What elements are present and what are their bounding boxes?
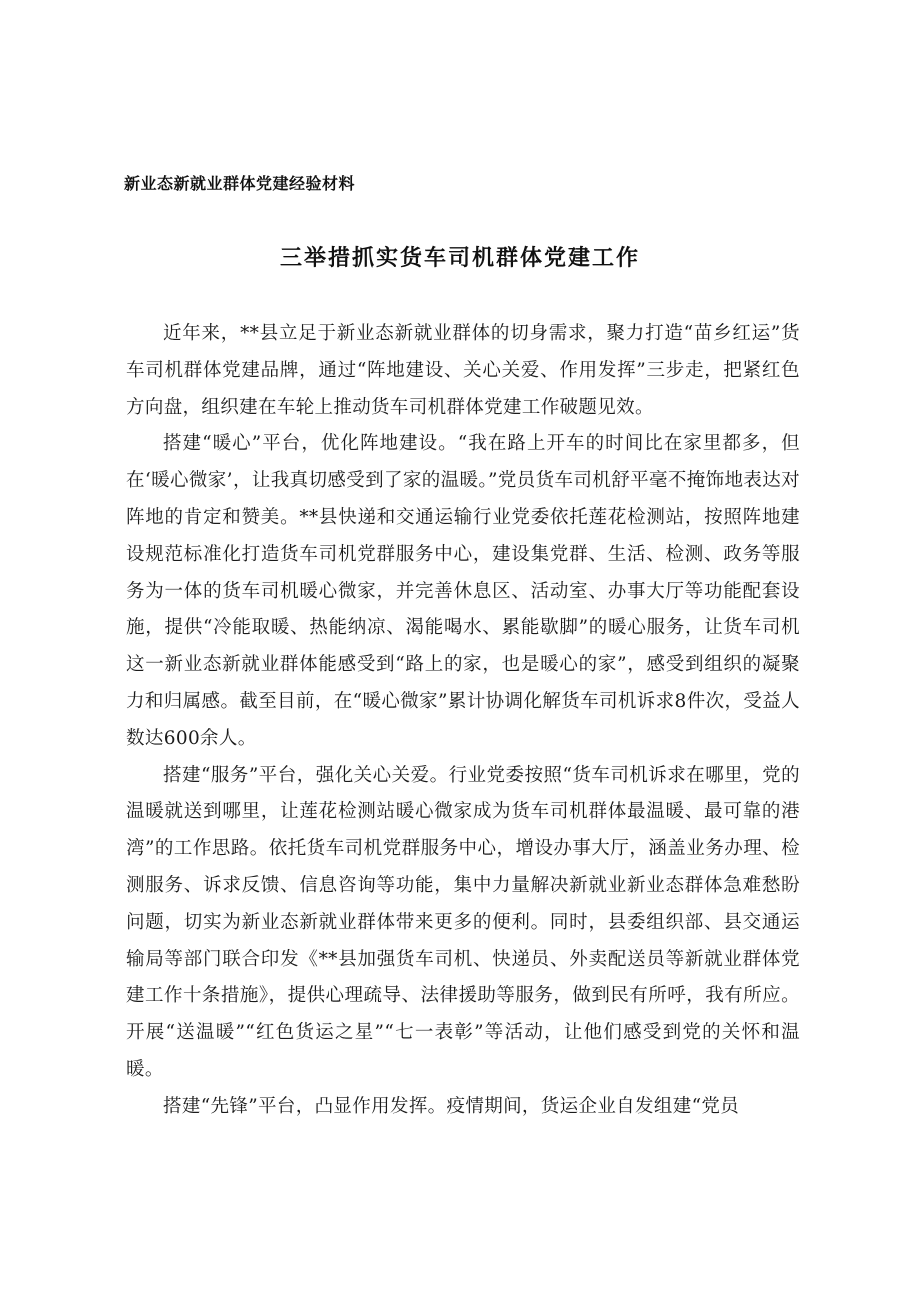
document-category-label: 新业态新就业群体党建经验材料: [124, 174, 356, 193]
document-title: 三举措抓实货车司机群体党建工作: [279, 246, 640, 271]
document-body: [126, 316, 800, 1126]
paragraph-service-platform: 搭建“服务”平台，强化关心关爱。行业党委按照“货车司机诉求在哪里，党的温暖就送到哪里，让莲花检测站暖心微家成为货车司机群体最温暖、最可靠的港湾”的工作思路。依托货车司机党群服务中心，增设办事大厅，涵盖业务办理、检测服务、诉求反馈、信息咨询等功能，集中力量解决新就业新业态群体急难愁盼问题，切实为新业态新就业群体带来更多的便利。同时，县委组织部、县交通运输局等部门联合印发《**县加强货车司机、快递员、外卖配送员等新就业群体党建工作十条措施》，提供心理疏导、法律援助等服务，做到民有所呼，我有所应。开展“送温暖”“红色货运之星”“七一表彰”等活动，让他们感受到党的关怀和温暖。: [126, 764, 800, 1080]
paragraph-warm-heart-platform: 搭建“暖心”平台，优化阵地建设。“我在路上开车的时间比在家里都多，但在‘暖心微家’，让我真切感受到了家的温暖。”党员货车司机舒平毫不掩饰地表达对阵地的肯定和赞美。**县快递和交通运输行业党委依托莲花检测站，按照阵地建设规范标准化打造货车司机党群服务中心，建设集党群、生活、检测、政务等服务为一体的货车司机暖心微家，并完善休息区、活动室、办事大厅等功能配套设施，提供“冷能取暖、热能纳凉、渴能喝水、累能歇脚”的暖心服务，让货车司机这一新业态新就业群体能感受到“路上的家，也是暖心的家”，感受到组织的凝聚力和归属感。截至目前，在“暖心微家”累计协调化解货车司机诉求8件次，受益人数达600余人。: [126, 433, 800, 749]
paragraph-intro: 近年来，**县立足于新业态新就业群体的切身需求，聚力打造“苗乡红运”货车司机群体党建品牌，通过“阵地建设、关心关爱、作用发挥”三步走，把紧红色方向盘，组织建在车轮上推动货车司机群体党建工作破题见效。: [126, 323, 800, 418]
paragraph-pioneer-platform: 搭建“先锋”平台，凸显作用发挥。疫情期间，货运企业自发组建“党员: [163, 1095, 740, 1117]
